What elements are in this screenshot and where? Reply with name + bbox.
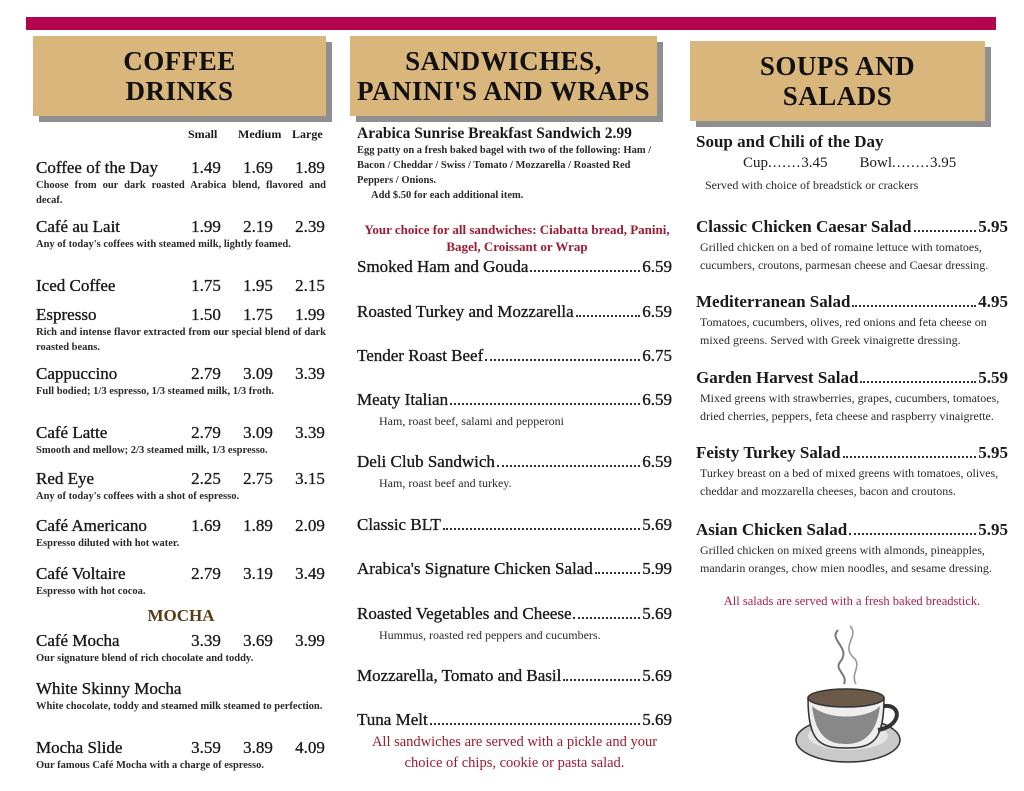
item-price: 1.50 xyxy=(191,305,221,324)
dot-leader xyxy=(497,465,640,467)
item-price: 3.39 xyxy=(191,631,221,650)
item-name: Tuna Melt xyxy=(357,710,428,729)
item-name: Mediterranean Salad xyxy=(696,292,851,311)
dot-leader xyxy=(485,359,640,361)
item-name: Coffee of the Day xyxy=(36,158,158,177)
item-price: 3.09 xyxy=(243,364,273,383)
item-price: 2.39 xyxy=(295,217,325,236)
soups-salads-header xyxy=(690,41,985,121)
dot-leader xyxy=(576,315,641,317)
size-label-1: Medium xyxy=(238,127,282,141)
item-price: 1.69 xyxy=(243,158,273,177)
dot-leader xyxy=(443,528,640,530)
item-price: 2.25 xyxy=(191,469,221,488)
item-description: Smooth and mellow; 2/3 steamed milk, 1/3 espresso. xyxy=(36,445,268,456)
item-name: Roasted Vegetables and Cheese xyxy=(357,604,572,623)
salad-footer-note: All salads are served with a fresh baked breadstick. xyxy=(723,594,981,608)
menu-item xyxy=(36,469,326,505)
top-accent-bar xyxy=(26,17,996,30)
item-price: 3.49 xyxy=(295,564,325,583)
bowl-label: Bowl xyxy=(859,155,893,171)
item-price: 1.99 xyxy=(191,217,221,236)
item-name: Mocha Slide xyxy=(36,738,123,757)
item-row xyxy=(696,292,1008,312)
item-price: 4.95 xyxy=(978,292,1008,311)
menu-item xyxy=(696,443,1008,500)
item-row xyxy=(357,710,672,730)
item-price: 3.99 xyxy=(295,631,325,650)
item-name: Classic Chicken Caesar Salad xyxy=(696,217,912,236)
item-description: Egg patty on a fresh baked bagel with two of the following: Ham / Bacon / Cheddar / Swiss / Tomato / Mozzarella / Roasted Red Peppers / Onions. xyxy=(357,145,652,186)
menu-item xyxy=(696,520,1008,577)
item-row xyxy=(357,452,672,472)
size-label-0: Small xyxy=(188,127,218,141)
item-row xyxy=(696,217,1008,237)
dot-leader xyxy=(573,617,640,619)
menu-item xyxy=(36,564,326,600)
cup-price: 3.45 xyxy=(801,155,828,171)
item-description: Any of today's coffees with a shot of espresso. xyxy=(36,491,240,502)
bowl-price: 3.95 xyxy=(930,155,957,171)
item-price: 5.99 xyxy=(642,559,672,578)
item-price: 1.69 xyxy=(191,516,221,535)
dot-leader xyxy=(849,533,976,535)
item-description: Tomatoes, cucumbers, olives, red onions and feta cheese on mixed greens. Served with Greek vinaigrette dressing. xyxy=(700,315,987,347)
item-price: 1.95 xyxy=(243,276,273,295)
item-name: Iced Coffee xyxy=(36,276,116,295)
item-row xyxy=(696,520,1008,540)
coffee-drinks-header xyxy=(33,36,326,116)
dot-leader xyxy=(430,723,641,725)
item-name: Garden Harvest Salad xyxy=(696,368,859,387)
item-price: 4.09 xyxy=(295,738,325,757)
dot-leader xyxy=(860,381,976,383)
item-name: Classic BLT xyxy=(357,515,441,534)
item-price: 5.95 xyxy=(978,520,1008,539)
item-description: Ham, roast beef, salami and pepperoni xyxy=(379,414,564,428)
menu-item xyxy=(36,364,326,400)
item-description: Rich and intense flavor extracted from our special blend of dark roasted beans. xyxy=(36,327,326,353)
item-description: Turkey breast on a bed of mixed greens with tomatoes, olives, cheddar and mozzarella cheeses, bacon and croutons. xyxy=(700,466,999,498)
sandwiches-header xyxy=(350,36,657,116)
item-price: 5.95 xyxy=(978,443,1008,462)
item-description: Full bodied; 1/3 espresso, 1/3 steamed milk, 1/3 froth. xyxy=(36,386,274,397)
item-description: Espresso diluted with hot water. xyxy=(36,538,180,549)
item-price: 2.75 xyxy=(243,469,273,488)
item-name: Tender Roast Beef xyxy=(357,346,484,365)
item-price: 3.89 xyxy=(243,738,273,757)
item-price: 2.79 xyxy=(191,423,221,442)
item-price: 5.69 xyxy=(642,515,672,534)
item-name: Smoked Ham and Gouda xyxy=(357,257,529,276)
menu-item xyxy=(36,679,326,715)
item-description: Espresso with hot cocoa. xyxy=(36,586,146,597)
menu-item xyxy=(357,302,672,322)
header-line: COFFEE xyxy=(123,46,236,76)
item-price: 1.75 xyxy=(191,276,221,295)
item-name: Cappuccino xyxy=(36,364,118,383)
menu-item xyxy=(357,390,672,430)
item-price: 6.59 xyxy=(642,452,672,471)
item-name: Café Latte xyxy=(36,423,108,442)
item-price: 1.89 xyxy=(295,158,325,177)
menu-item xyxy=(36,631,326,667)
menu-item xyxy=(357,257,672,277)
sandwich-footer-note: All sandwiches are served with a pickle and your choice of chips, cookie or pasta salad. xyxy=(371,734,658,771)
item-price: 6.59 xyxy=(642,302,672,321)
dot-leader: ....... xyxy=(768,155,802,171)
menu-item xyxy=(357,666,672,686)
header-line: SOUPS AND xyxy=(759,51,916,81)
item-name: Feisty Turkey Salad xyxy=(696,443,841,462)
item-price: 3.39 xyxy=(295,423,325,442)
addon-note: Add $.50 for each additional item. xyxy=(371,190,524,201)
item-price: 3.69 xyxy=(243,631,273,650)
item-row xyxy=(696,368,1008,388)
item-row xyxy=(357,346,672,366)
item-price: 6.59 xyxy=(642,257,672,276)
item-row xyxy=(357,257,672,277)
menu-item xyxy=(36,516,326,552)
item-price: 5.69 xyxy=(642,710,672,729)
dot-leader xyxy=(563,679,640,681)
size-label-2: Large xyxy=(292,127,323,141)
item-price: 3.39 xyxy=(295,364,325,383)
item-row xyxy=(357,604,672,624)
dot-leader: ........ xyxy=(892,155,931,171)
item-price: 2.79 xyxy=(191,564,221,583)
header-line: SALADS xyxy=(782,81,893,111)
menu-item xyxy=(36,158,326,208)
menu-item xyxy=(357,452,672,492)
item-name: Café Voltaire xyxy=(36,564,126,583)
item-name: Espresso xyxy=(36,305,97,324)
item-row xyxy=(696,443,1008,463)
item-description: Any of today's coffees with steamed milk, lightly foamed. xyxy=(36,239,291,250)
menu-item xyxy=(696,292,1008,349)
item-price: 6.75 xyxy=(642,346,672,365)
item-price: 1.75 xyxy=(243,305,273,324)
item-price: 1.99 xyxy=(295,305,325,324)
menu-item xyxy=(696,217,1008,274)
header-line: PANINI'S AND WRAPS xyxy=(356,76,651,106)
header-line: SANDWICHES, xyxy=(405,46,602,76)
item-price: 3.19 xyxy=(243,564,273,583)
item-price: 3.09 xyxy=(243,423,273,442)
item-row xyxy=(357,302,672,322)
coffee-cup-illustration xyxy=(790,622,905,772)
item-price: 6.59 xyxy=(642,390,672,409)
item-name: Soup and Chili of the Day xyxy=(696,132,884,151)
item-price: 1.89 xyxy=(243,516,273,535)
item-price: 5.95 xyxy=(978,217,1008,236)
item-name: Deli Club Sandwich xyxy=(357,452,495,471)
item-row xyxy=(357,666,672,686)
item-price: 5.59 xyxy=(978,368,1008,387)
menu-item xyxy=(36,423,326,459)
item-price: 3.59 xyxy=(191,738,221,757)
item-price: 1.49 xyxy=(191,158,221,177)
item-name: Red Eye xyxy=(36,469,95,488)
item-name: Arabica's Signature Chicken Salad xyxy=(357,559,593,578)
item-row xyxy=(357,515,672,535)
item-name: Roasted Turkey and Mozzarella xyxy=(357,302,574,321)
breakfast-item xyxy=(357,125,657,203)
item-name: Meaty Italian xyxy=(357,390,449,409)
cup-bowl-row xyxy=(743,155,956,172)
item-name: Café au Lait xyxy=(36,217,121,236)
item-price: 3.15 xyxy=(295,469,325,488)
item-name: Asian Chicken Salad xyxy=(696,520,848,539)
item-description: Our signature blend of rich chocolate and toddy. xyxy=(36,653,254,664)
dot-leader xyxy=(450,403,640,405)
item-name: White Skinny Mocha xyxy=(36,679,182,698)
item-name: Arabica Sunrise Breakfast Sandwich 2.99 xyxy=(357,125,632,142)
menu-item xyxy=(357,604,672,644)
dot-leader xyxy=(530,270,640,272)
menu-item xyxy=(357,559,672,579)
item-description: Grilled chicken on a bed of romaine lettuce with tomatoes, cucumbers, croutons, parmesan cheese and Caesar dressing. xyxy=(700,240,989,272)
dot-leader xyxy=(843,456,977,458)
item-description: Mixed greens with strawberries, grapes, cucumbers, tomatoes, dried cherries, peppers, feta cheese and raspberry vinaigrette. xyxy=(700,391,1000,423)
dot-leader xyxy=(852,305,976,307)
bread-choice-note: Your choice for all sandwiches: Ciabatta bread, Panini, Bagel, Croissant or Wrap xyxy=(364,222,670,254)
item-name: Café Americano xyxy=(36,516,147,535)
item-name: Café Mocha xyxy=(36,631,120,650)
dot-leader xyxy=(595,572,640,574)
item-description: Our famous Café Mocha with a charge of espresso. xyxy=(36,760,264,771)
mocha-heading: MOCHA xyxy=(147,606,215,625)
menu-item xyxy=(36,305,326,355)
item-description: Served with choice of breadstick or crackers xyxy=(705,178,919,192)
item-price: 5.69 xyxy=(642,604,672,623)
menu-item xyxy=(357,346,672,366)
item-price: 2.79 xyxy=(191,364,221,383)
item-price: 2.19 xyxy=(243,217,273,236)
item-description: Choose from our dark roasted Arabica blend, flavored and decaf. xyxy=(36,180,326,206)
menu-item xyxy=(36,738,326,774)
dot-leader xyxy=(914,230,977,232)
menu-item xyxy=(36,276,326,296)
item-description: White chocolate, toddy and steamed milk steamed to perfection. xyxy=(36,701,323,712)
item-name: Mozzarella, Tomato and Basil xyxy=(357,666,562,685)
item-row xyxy=(357,390,672,410)
item-row xyxy=(357,559,672,579)
menu-item xyxy=(357,710,672,730)
menu-item xyxy=(696,368,1008,425)
item-price: 2.09 xyxy=(295,516,325,535)
cup-label: Cup xyxy=(743,155,769,171)
item-price: 5.69 xyxy=(642,666,672,685)
item-description: Ham, roast beef and turkey. xyxy=(379,476,512,490)
item-description: Grilled chicken on mixed greens with almonds, pineapples, mandarin oranges, chow mien noodles, and sesame dressing. xyxy=(700,543,992,575)
menu-item xyxy=(36,217,326,253)
item-price: 2.15 xyxy=(295,276,325,295)
menu-item xyxy=(357,515,672,535)
header-line: DRINKS xyxy=(125,76,234,106)
item-description: Hummus, roasted red peppers and cucumbers. xyxy=(379,628,601,642)
